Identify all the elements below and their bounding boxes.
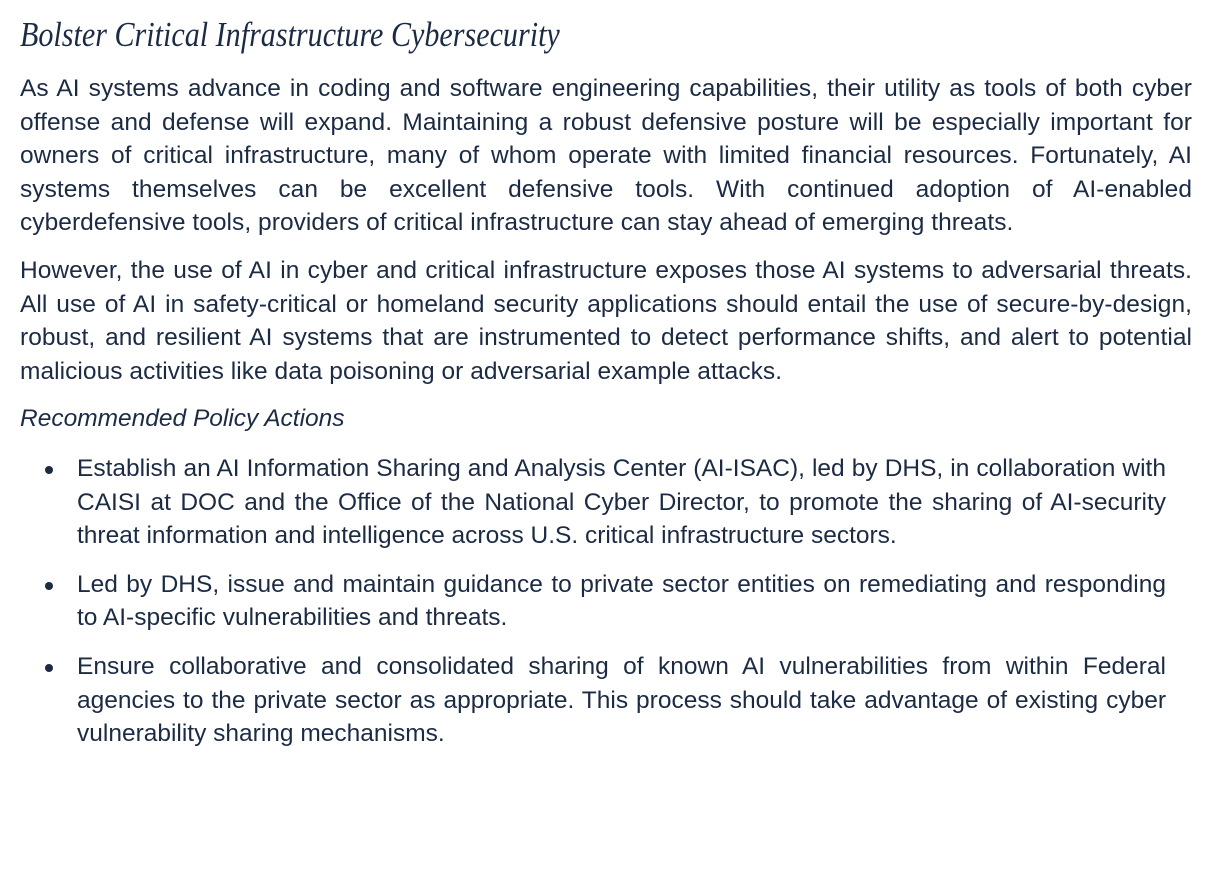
action-text: Ensure collaborative and consolidated sharing of known AI vulnerabilities from within Federal agencies to the private sector as appropriate. This process should take advantage of existing cyber vulnerability sharing mechanisms.	[77, 652, 1166, 748]
bullet-icon	[45, 664, 53, 672]
bullet-icon	[45, 582, 53, 590]
recommended-actions-heading: Recommended Policy Actions	[20, 405, 345, 433]
section-title: Bolster Critical Infrastructure Cybersecurity	[20, 15, 560, 54]
body-paragraph: As AI systems advance in coding and software engineering capabilities, their utility as tools of both cyber offense and defense will expand. Maintaining a robust defensive posture will be especially important for owners of critical infrastructure, many of whom operate with limited financial resources. Fortunately, AI systems themselves can be excellent defensive tools. With continued adoption of AI-enabled cyberdefensive tools, providers of critical infrastructure can stay ahead of emerging threats.	[20, 75, 1192, 237]
bullet-icon	[45, 466, 53, 474]
body-paragraph: However, the use of AI in cyber and critical infrastructure exposes those AI systems to adversarial threats. All use of AI in safety-critical or homeland security applications should entail the use of secure-by-design, robust, and resilient AI systems that are instrumented to detect performance shifts, and alert to potential malicious activities like data poisoning or adversarial example attacks.	[20, 256, 1192, 385]
list-item	[20, 568, 1166, 635]
list-item	[20, 650, 1166, 751]
policy-actions-list	[20, 452, 1192, 751]
document-page	[20, 12, 1192, 766]
list-item	[20, 452, 1166, 553]
action-text: Establish an AI Information Sharing and Analysis Center (AI-ISAC), led by DHS, in collaboration with CAISI at DOC and the Office of the National Cyber Director, to promote the sharing of AI-security threat information and intelligence across U.S. critical infrastructure sectors.	[77, 454, 1166, 550]
action-text: Led by DHS, issue and maintain guidance to private sector entities on remediating and responding to AI-specific vulnerabilities and threats.	[77, 570, 1166, 632]
